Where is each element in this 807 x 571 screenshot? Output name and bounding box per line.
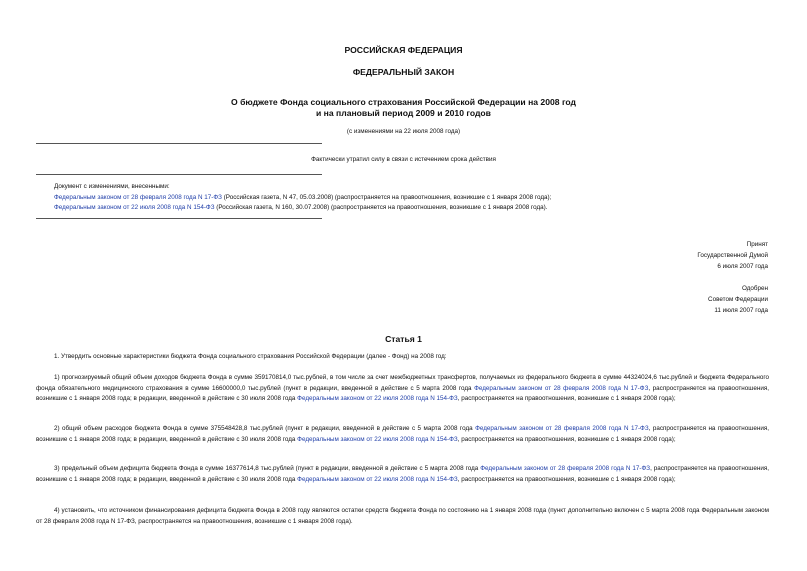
accepted-block bbox=[697, 239, 768, 272]
approved-block bbox=[708, 283, 768, 316]
paragraph-text: 1. Утвердить основные характеристики бюджета Фонда социального страхования Российской Федерации (далее - Фонд) на 2008 год: bbox=[54, 353, 447, 360]
paragraph-text: , распространяется на правоотношения, возникшие с 1 января 2008 года; в редакции, введенной в действие с 30 июля 2008 года bbox=[36, 425, 769, 443]
accepted-line-1: Принят bbox=[746, 241, 768, 248]
law-link-154fz[interactable]: Федеральным законом от 22 июля 2008 года N 154-ФЗ bbox=[297, 435, 458, 443]
article-item-2 bbox=[36, 424, 769, 445]
law-link-154fz[interactable]: Федеральным законом от 22 июля 2008 года N 154-ФЗ bbox=[297, 475, 458, 483]
title-line-2: и на плановый период 2009 и 2010 годов bbox=[316, 108, 491, 118]
paragraph-text: , распространяется на правоотношения, возникшие с 1 января 2008 года); bbox=[457, 395, 676, 402]
law-type-heading: ФЕДЕРАЛЬНЫЙ ЗАКОН bbox=[352, 67, 455, 77]
paragraph-text: 1) прогнозируемый общий объем доходов бюджета Фонда в сумме 359170814,0 тыс.рублей, в том числе за счет межбюджетных трансфертов, получаемых из федерального бюджета в сумме 44324024,6 тыс.рублей и бюджета Федерального фонда обязательного медицинского страхования в сумме 16600000,0 тыс.рублей (пункт в редакции, введенной в действие с 5 марта 2008 года bbox=[36, 374, 769, 392]
amendment-source-text: (Российская газета, N 160, 30.07.2008) (распространяется на правоотношения, возникшие с 1 января 2008 года). bbox=[214, 204, 548, 211]
paragraph-text: , распространяется на правоотношения, возникшие с 1 января 2008 года); bbox=[457, 475, 676, 483]
law-link-17fz[interactable]: Федеральным законом от 28 февраля 2008 года N 17-ФЗ bbox=[480, 465, 651, 472]
paragraph-text: 4) установить, что источником финансирования дефицита бюджета Фонда в 2008 году являются остатки средств бюджета Фонда по состоянию на 1 января 2008 года (пункт дополнительно включен с 5 марта 2008 года Федеральным законом от 28 февраля 2008 года N 17-ФЗ, распространяется на правоотношения, возникшие с 1 января 2008 года). bbox=[36, 507, 769, 525]
law-link-154fz[interactable]: Федеральным законом от 22 июля 2008 года N 154-ФЗ bbox=[297, 395, 458, 402]
article-item-4 bbox=[36, 506, 769, 527]
amendments-block bbox=[54, 182, 794, 214]
lost-force-note: Фактически утратил силу в связи с истечением срока действия bbox=[311, 156, 496, 163]
title-line-1: О бюджете Фонда социального страхования Российской Федерации на 2008 год bbox=[231, 97, 576, 107]
divider-bottom bbox=[36, 218, 322, 219]
accepted-date: 6 июля 2007 года bbox=[717, 263, 768, 270]
paragraph-text: , распространяется на правоотношения, возникшие с 1 января 2008 года); bbox=[457, 435, 676, 443]
law-link-17fz[interactable]: Федеральным законом от 28 февраля 2008 года N 17-ФЗ bbox=[475, 425, 649, 432]
law-link-17fz[interactable]: Федеральным законом от 28 февраля 2008 года N 17-ФЗ bbox=[474, 384, 649, 392]
approved-line-1: Одобрен bbox=[741, 285, 768, 292]
document-title bbox=[0, 97, 807, 119]
changes-note: (с изменениями на 22 июля 2008 года) bbox=[346, 128, 461, 135]
amendment-source-text: (Российская газета, N 47, 05.03.2008) (распространяется на правоотношения, возникшие с 1 января 2008 года); bbox=[221, 193, 552, 201]
article-item-3 bbox=[36, 464, 769, 485]
divider-top bbox=[36, 143, 322, 144]
amendment-link-17fz[interactable]: Федеральным законом от 28 февраля 2008 года N 17-ФЗ bbox=[54, 193, 222, 201]
amendment-item bbox=[54, 203, 794, 214]
paragraph-text: , распространяется на правоотношения, возникшие с 1 января 2008 года; в редакции, введенной в действие с 30 июля 2008 года bbox=[36, 384, 769, 402]
paragraph-text: , распространяется на правоотношения, возникшие с 1 января 2008 года; в редакции, введенной в действие с 30 июля 2008 года bbox=[36, 465, 770, 483]
approved-line-2: Советом Федерации bbox=[708, 296, 768, 303]
amendments-intro: Документ с изменениями, внесенными: bbox=[54, 183, 170, 190]
article-paragraph-1 bbox=[36, 352, 769, 363]
accepted-line-2: Государственной Думой bbox=[697, 252, 768, 259]
article-heading: Статья 1 bbox=[385, 334, 422, 344]
article-item-1 bbox=[36, 373, 769, 405]
amendment-item bbox=[54, 193, 794, 204]
paragraph-text: 3) предельный объем дефицита бюджета Фонда в сумме 16377614,8 тыс.рублей (пункт в редакции, введенной в действие с 5 марта 2008 года bbox=[54, 465, 481, 472]
divider-middle bbox=[36, 174, 322, 175]
paragraph-text: 2) общий объем расходов бюджета Фонда в сумме 375548428,8 тыс.рублей (пункт в редакции, введенной в действие с 5 марта 2008 года bbox=[54, 425, 476, 432]
country-heading: РОССИЙСКАЯ ФЕДЕРАЦИЯ bbox=[344, 45, 463, 55]
approved-date: 11 июля 2007 года bbox=[714, 307, 768, 314]
amendment-link-154fz[interactable]: Федеральным законом от 22 июля 2008 года N 154-ФЗ bbox=[54, 204, 215, 211]
